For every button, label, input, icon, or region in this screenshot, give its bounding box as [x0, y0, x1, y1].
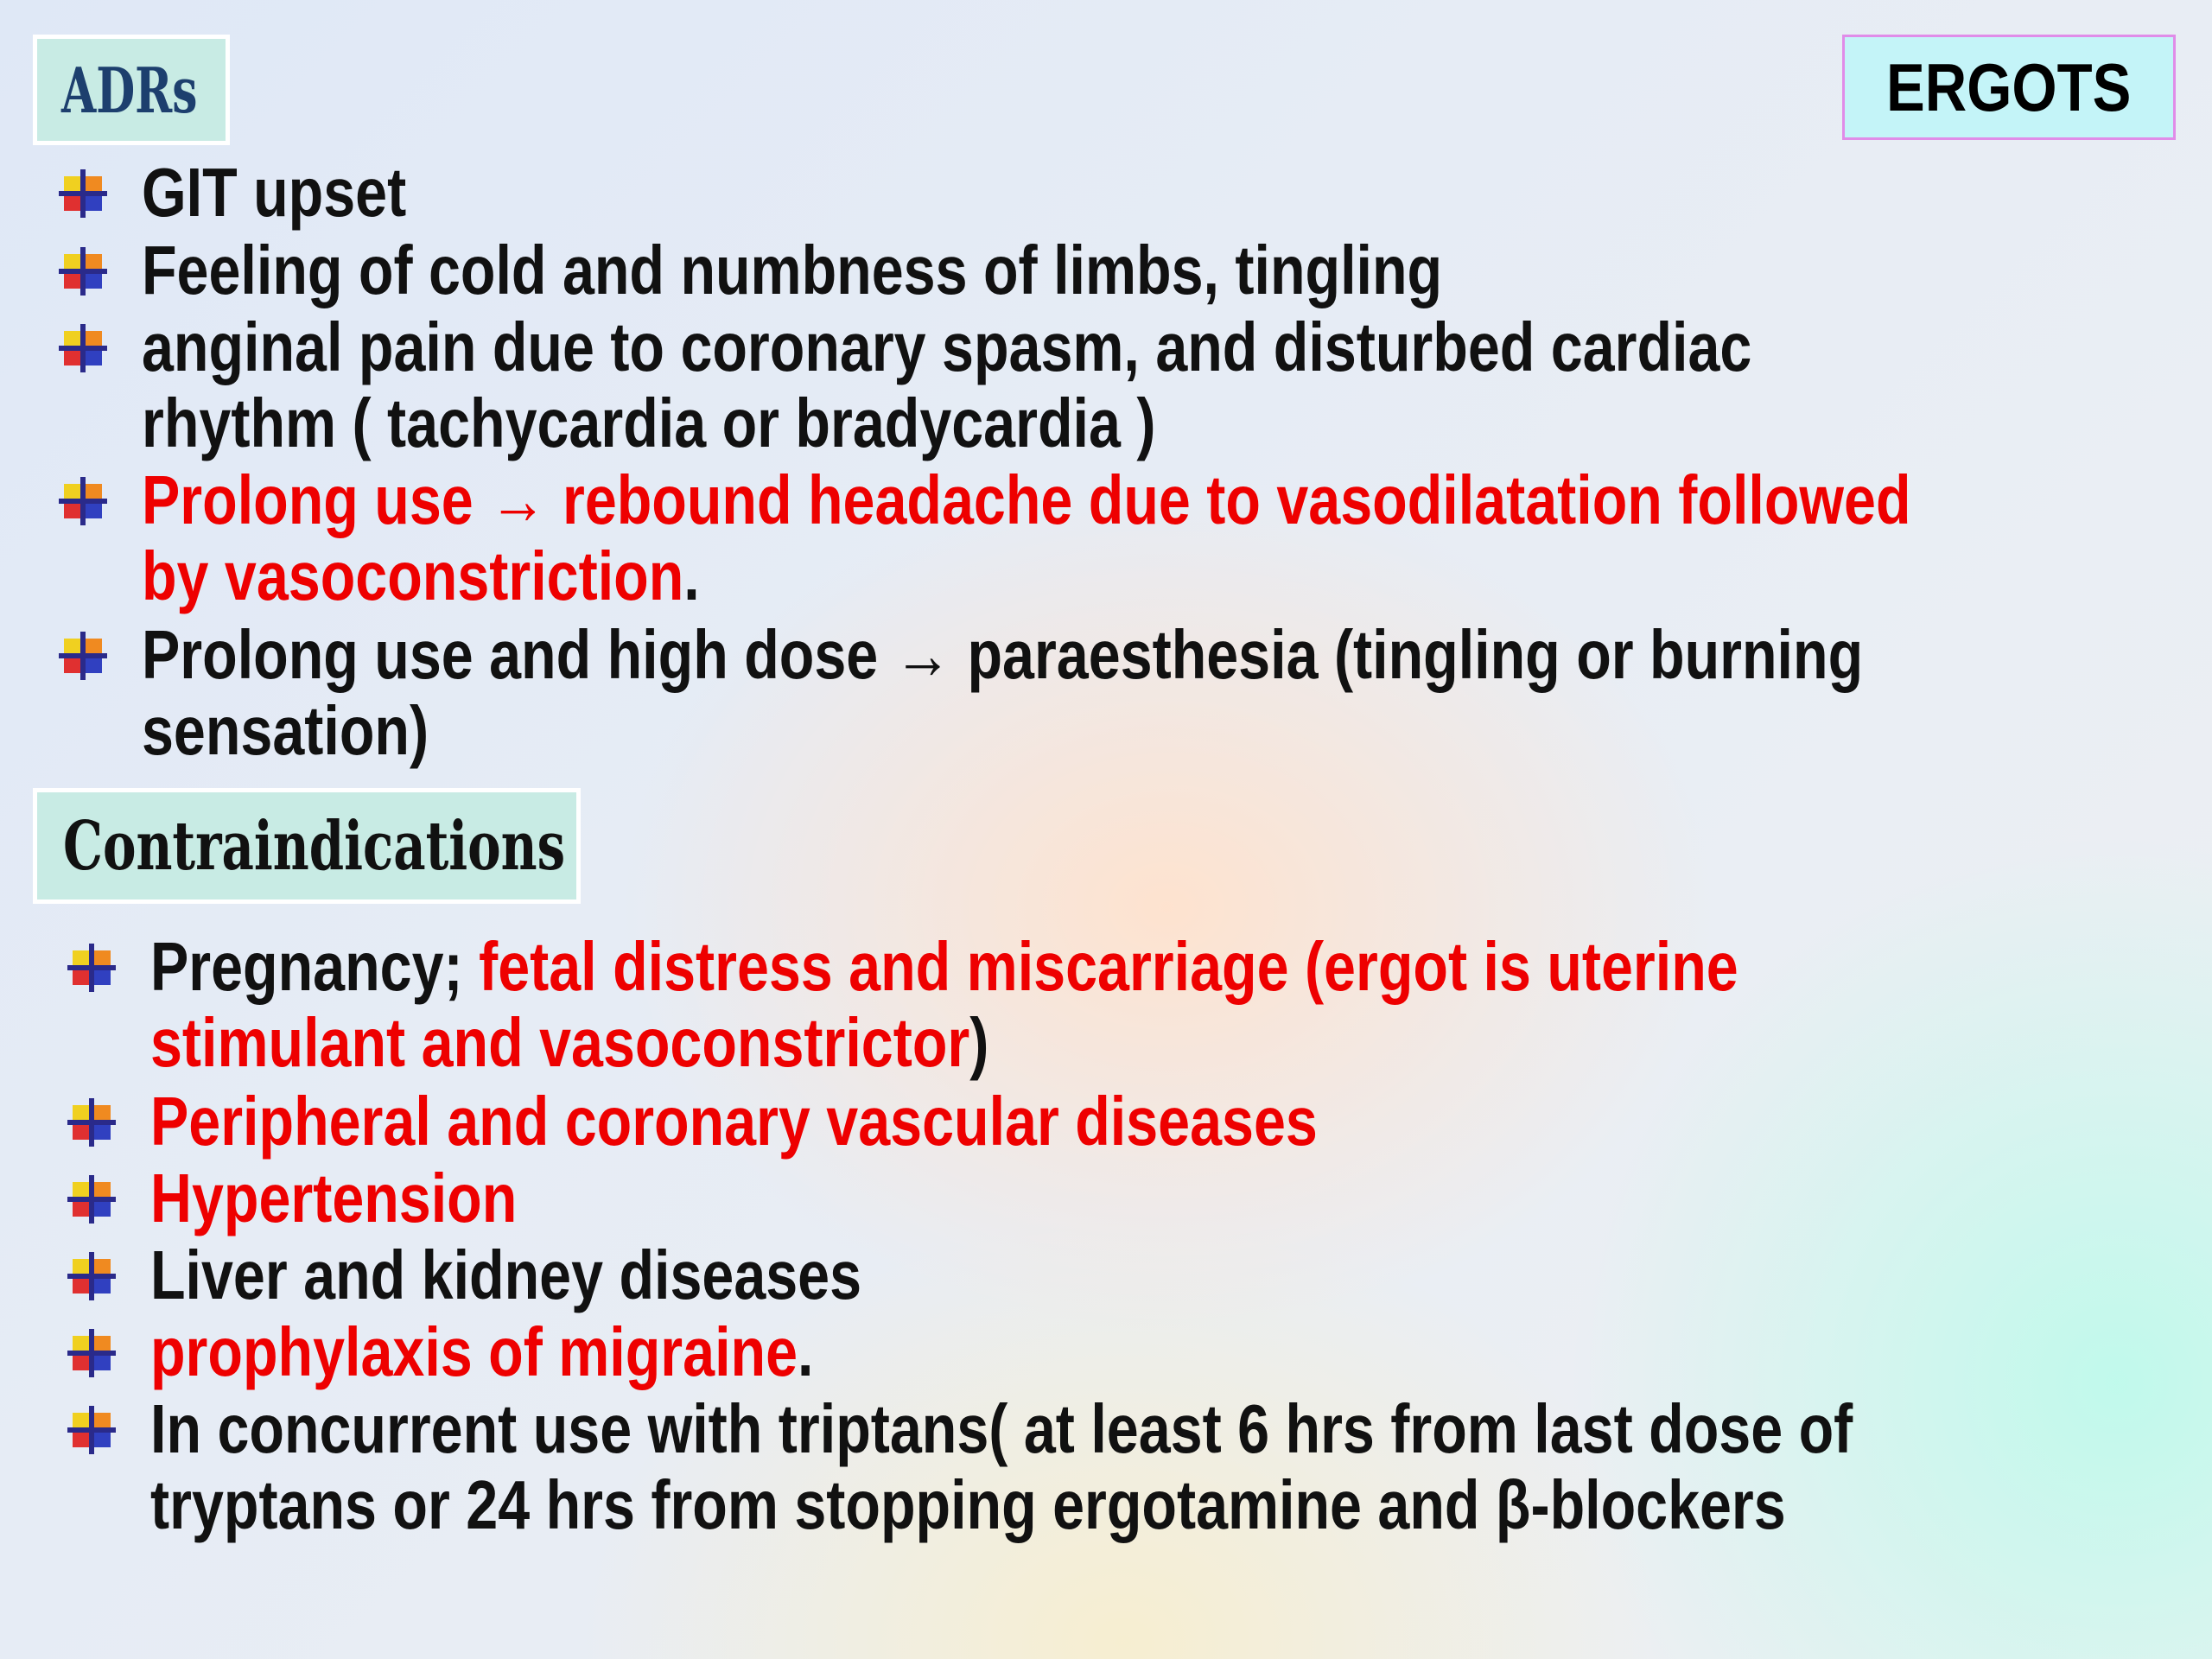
list-item-line [150, 1160, 517, 1237]
list-item-line [150, 1236, 861, 1314]
list-item-line [150, 1313, 813, 1391]
list-item-line [142, 616, 1863, 694]
text-segment: Peripheral and coronary vascular diseases [150, 1083, 1318, 1160]
text-segment: prophylaxis of migraine [150, 1313, 798, 1390]
text-segment: tryptans or 24 hrs from stopping ergotamine and β-blockers [150, 1466, 1786, 1543]
list-item-line [142, 385, 1155, 462]
bullet-cross-icon [59, 475, 111, 527]
bullet-cross-icon [67, 942, 119, 994]
list-item-line [150, 928, 1738, 1006]
bullet-cross-icon [67, 1173, 119, 1225]
text-segment: sensation) [142, 692, 429, 769]
text-segment: GIT upset [142, 154, 407, 231]
adrs-heading [33, 35, 230, 145]
contraindications-heading-text: Contraindications [63, 806, 566, 886]
text-segment: Pregnancy; [150, 928, 480, 1005]
bullet-cross-icon [59, 245, 111, 297]
list-item-line [142, 308, 1751, 386]
text-segment: Prolong use and high dose → paraesthesia (tingling or burning [142, 616, 1864, 693]
text-segment: Prolong use → rebound headache due to vasodilatation followed [142, 461, 1911, 538]
text-segment: Hypertension [150, 1160, 518, 1236]
text-segment: . [683, 537, 700, 614]
title-badge [1842, 35, 2176, 140]
text-segment: by vasoconstriction [142, 537, 684, 614]
text-segment: anginal pain due to coronary spasm, and disturbed cardiac [142, 308, 1752, 385]
bullet-cross-icon [67, 1096, 119, 1148]
contraindications-heading [33, 788, 581, 904]
bullet-cross-icon [67, 1250, 119, 1302]
bullet-cross-icon [59, 322, 111, 374]
bullet-cross-icon [59, 168, 111, 219]
bullet-cross-icon [59, 630, 111, 682]
text-segment: rhythm ( tachycardia or bradycardia ) [142, 385, 1156, 461]
list-item-line [150, 1004, 988, 1082]
text-segment: . [798, 1313, 814, 1390]
adrs-heading-text: ADRs [61, 53, 198, 127]
list-item-line [142, 692, 429, 770]
list-item-line [150, 1390, 1853, 1468]
bullet-cross-icon [67, 1327, 119, 1379]
text-segment: Feeling of cold and numbness of limbs, tingling [142, 232, 1443, 308]
list-item-line [142, 537, 700, 615]
list-item-line [142, 154, 406, 232]
list-item-line [150, 1083, 1318, 1160]
text-segment: ) [969, 1004, 989, 1081]
list-item-line [142, 232, 1442, 309]
bullet-cross-icon [67, 1404, 119, 1456]
list-item-line [150, 1466, 1786, 1544]
text-segment: Liver and kidney diseases [150, 1236, 862, 1313]
text-segment: In concurrent use with triptans( at least 6 hrs from last dose of [150, 1390, 1853, 1467]
list-item-line [142, 461, 1911, 539]
text-segment: fetal distress and miscarriage (ergot is uterine [479, 928, 1738, 1005]
title-badge-text: ERGOTS [1886, 48, 2132, 125]
text-segment: stimulant and vasoconstrictor [150, 1004, 970, 1081]
